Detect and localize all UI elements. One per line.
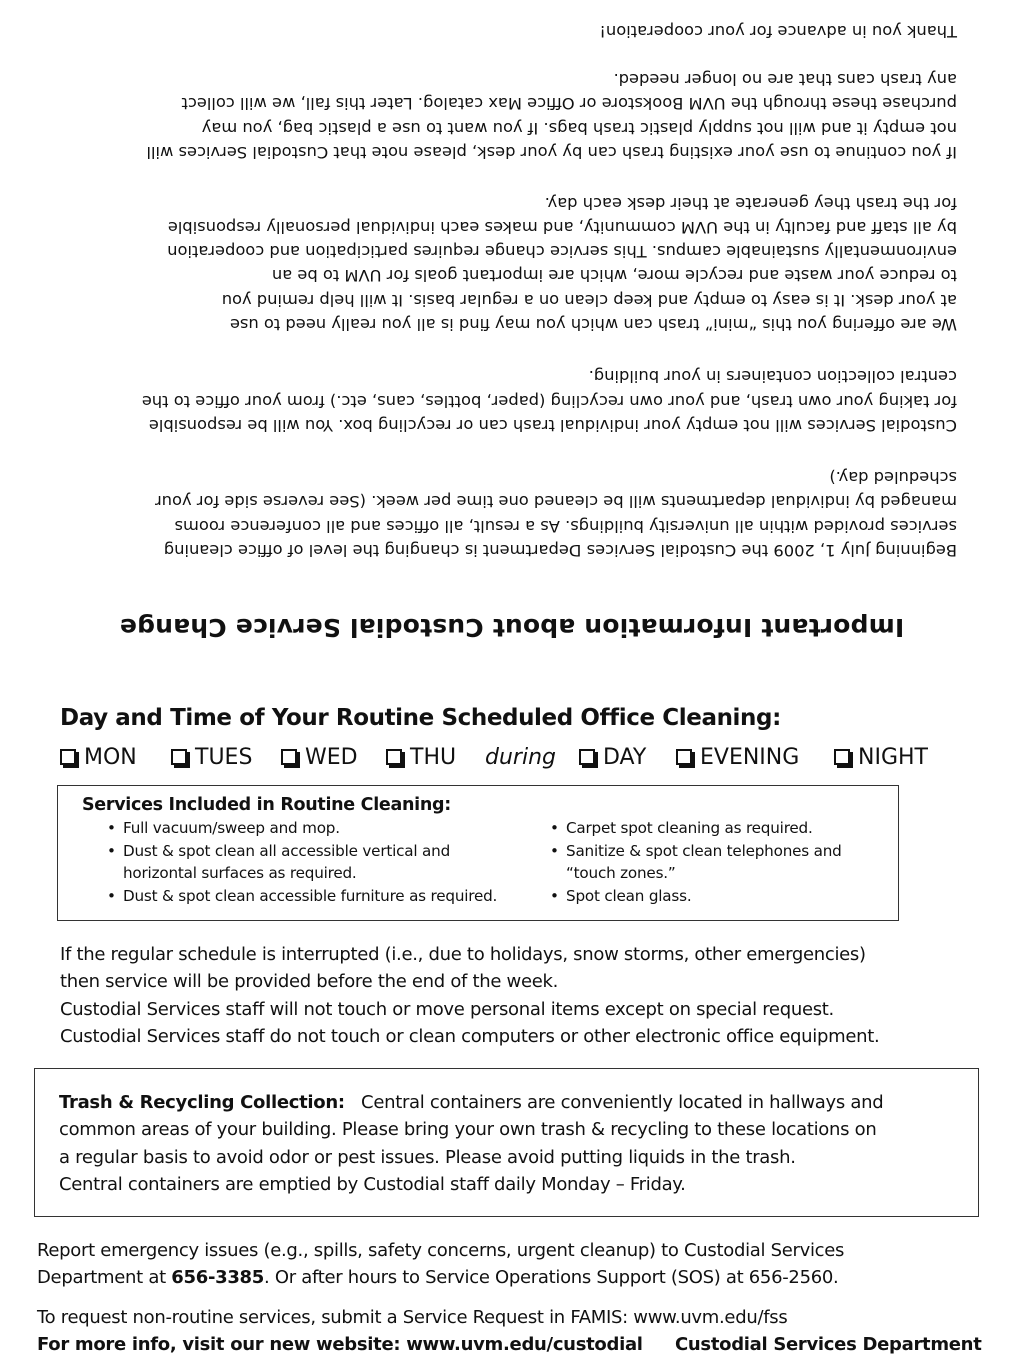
notice-paragraph-3: We are offering you this “mini” trash can which you may find is all you really need to use at your desk. It is easy to empty and keep clean on a regular basis. It will help remind you to reduce your waste and recycle more, which are important goals for UVM to be an environmentally sustainable campus. This service change requires participation and cooperation by all staff and faculty in the UVM community, and makes each individual personally responsible for the trash they generate at their desk each day. bbox=[167, 193, 957, 334]
checkbox-icon bbox=[60, 749, 76, 765]
during-label: during bbox=[485, 745, 556, 770]
checkbox-label: MON bbox=[84, 745, 137, 770]
checkbox-thu[interactable] bbox=[386, 745, 456, 770]
checkbox-label: THU bbox=[410, 745, 457, 770]
schedule-heading: Day and Time of Your Routine Scheduled Office Cleaning: bbox=[60, 705, 781, 731]
report-line-suffix: . Or after hours to Service Operations Support (SOS) at 656-2560. bbox=[264, 1267, 839, 1289]
checkbox-day[interactable] bbox=[579, 745, 646, 770]
note-line: Custodial Services staff do not touch or clean computers or other electronic office equipment. bbox=[60, 1025, 880, 1047]
note-line: If the regular schedule is interrupted (i.e., due to holidays, snow storms, other emergencies) bbox=[60, 944, 866, 965]
checkbox-label: NIGHT bbox=[858, 745, 928, 770]
list-item: • Dust & spot clean all accessible vertical and horizontal surfaces as required. bbox=[105, 840, 525, 885]
trash-recycling-box bbox=[34, 1068, 979, 1217]
department-name: Custodial Services Department bbox=[675, 1334, 982, 1356]
trash-recycling-text bbox=[59, 1089, 959, 1198]
notice-paragraph-2: Custodial Services will not empty your individual trash can or recycling box. You will be responsible for taking your own trash, and your own recycling (paper, bottles, cans, etc.) from your office to the central collection containers in your building. bbox=[141, 367, 957, 435]
checkbox-label: DAY bbox=[603, 745, 647, 770]
list-item: • Spot clean glass. bbox=[548, 885, 878, 908]
trash-label: Trash & Recycling Collection: bbox=[59, 1092, 345, 1113]
trash-line: Central containers are emptied by Custodial staff daily Monday – Friday. bbox=[59, 1173, 686, 1195]
request-line: To request non-routine services, submit a Service Request in FAMIS: www.uvm.edu/fss bbox=[37, 1307, 788, 1328]
services-box bbox=[57, 785, 899, 921]
website-line: For more info, visit our new website: www.uvm.edu/custodial bbox=[37, 1334, 643, 1356]
checkbox-mon[interactable] bbox=[60, 745, 137, 770]
notice-paragraph-1: Beginning July 1, 2009 the Custodial Services Department is changing the level of office cleaning services provided within all university buildings. As a result, all offices and all conference rooms managed by individual departments will be cleaned one time per week. (See reverse side for your scheduled day.) bbox=[155, 468, 957, 560]
checkbox-icon bbox=[386, 749, 402, 765]
list-item: • Full vacuum/sweep and mop. bbox=[105, 817, 525, 840]
checkbox-icon bbox=[281, 749, 297, 765]
services-list-right bbox=[548, 817, 878, 907]
checkbox-label: EVENING bbox=[700, 745, 800, 770]
note-line: then service will be provided before the end of the week. bbox=[60, 971, 559, 993]
notice-paragraph-5: Thank you in advance for your cooperation! bbox=[599, 22, 957, 41]
trash-line: a regular basis to avoid odor or pest issues. Please avoid putting liquids in the trash. bbox=[59, 1146, 796, 1168]
checkbox-icon bbox=[171, 749, 187, 765]
checkbox-icon bbox=[834, 749, 850, 765]
emergency-report bbox=[37, 1237, 997, 1292]
services-title: Services Included in Routine Cleaning: bbox=[82, 795, 451, 815]
trash-line: common areas of your building. Please bring your own trash & recycling to these locations on bbox=[59, 1119, 877, 1141]
footer bbox=[37, 1304, 997, 1359]
report-line: Report emergency issues (e.g., spills, safety concerns, urgent cleanup) to Custodial Services bbox=[37, 1240, 845, 1261]
checkbox-label: WED bbox=[305, 745, 358, 770]
checkbox-evening[interactable] bbox=[676, 745, 799, 770]
note-line: Custodial Services staff will not touch or move personal items except on special request. bbox=[60, 998, 834, 1020]
report-line-prefix: Department at bbox=[37, 1267, 172, 1289]
schedule-notes bbox=[60, 941, 980, 1050]
checkbox-label: TUES bbox=[195, 745, 253, 770]
notice-title: Important Information about Custodial Service Change bbox=[119, 613, 905, 642]
checkbox-night[interactable] bbox=[834, 745, 928, 770]
phone-number: 656-3385 bbox=[171, 1267, 265, 1289]
list-item: • Carpet spot cleaning as required. bbox=[548, 817, 878, 840]
checkbox-icon bbox=[676, 749, 692, 765]
list-item: • Sanitize & spot clean telephones and “touch zones.” bbox=[548, 840, 878, 885]
checkbox-tues[interactable] bbox=[171, 745, 252, 770]
services-list-left bbox=[105, 817, 525, 907]
checkbox-icon bbox=[579, 749, 595, 765]
notice-paragraph-4: If you continue to use your existing trash can by your desk, please note that Custodial Services will not empty it and will not supply plastic trash bags. If you want to use a plastic bag, you may purchase these through the UVM Bookstore or Office Max catalog. Later this fall, we will collect any trash cans that are no longer needed. bbox=[146, 70, 957, 162]
trash-line: Central containers are conveniently located in hallways and bbox=[361, 1092, 884, 1113]
list-item: • Dust & spot clean accessible furniture as required. bbox=[105, 885, 525, 908]
schedule-options bbox=[60, 745, 960, 777]
upside-down-notice bbox=[0, 0, 1024, 660]
checkbox-wed[interactable] bbox=[281, 745, 358, 770]
